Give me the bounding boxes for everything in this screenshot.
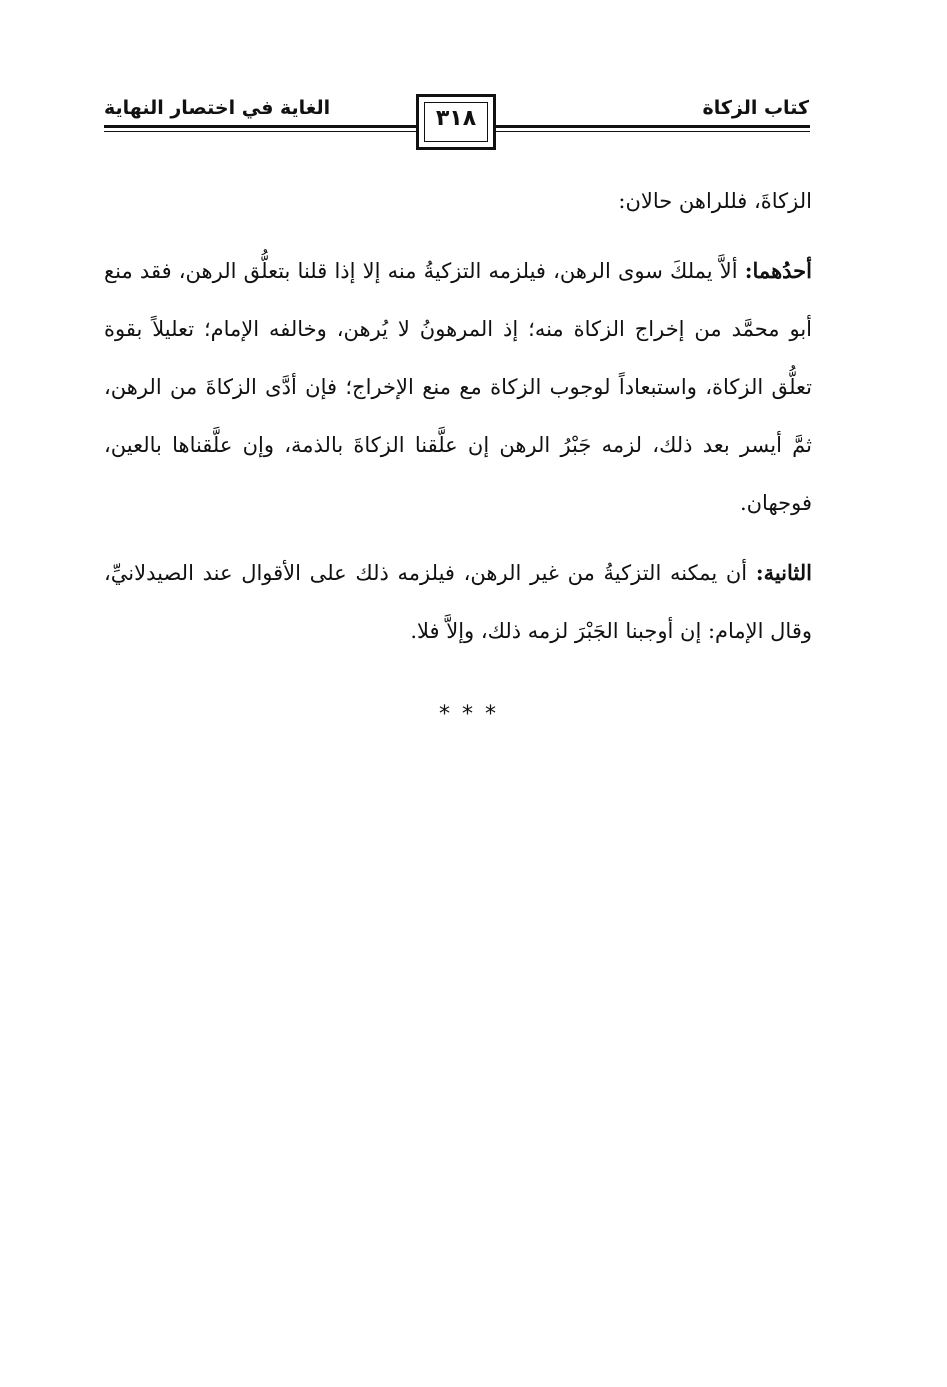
chapter-title: كتاب الزكاة — [702, 97, 809, 119]
book-title: الغاية في اختصار النهاية — [104, 97, 331, 119]
case-two-text: أن يمكنه التزكيةُ من غير الرهن، فيلزمه ذلك على الأقوال عند الصيدلانيِّ، وقال الإمام: إن أوجبنا الجَبْرَ لزمه ذلك، وإلاَّ فلا. — [104, 561, 812, 643]
case-two-term: الثانية: — [755, 560, 812, 585]
case-one-text: ألاَّ يملكَ سوى الرهن، فيلزمه التزكيةُ منه إلا إذا قلنا بتعلُّق الرهن، فقد منع أبو محمَّد من إخراج الزكاة منه؛ إذ المرهونُ لا يُرهن، وخالفه الإمام؛ تعليلاً بقوة تعلُّق الزكاة، واستبعاداً لوجوب الزكاة مع منع الإخراج؛ فإن أدَّى الزكاةَ من الرهن، ثمَّ أيسر بعد ذلك، لزمه جَبْرُ الرهن إن علَّقنا الزكاةَ بالذمة، وإن علَّقناها بالعين، فوجهان. — [104, 259, 812, 515]
page-body — [104, 172, 812, 660]
header-rule-right-thin — [496, 131, 810, 132]
page-number-box — [416, 94, 496, 150]
case-one-paragraph — [104, 242, 812, 532]
case-two-paragraph — [104, 544, 812, 660]
page-number: ٣١٨ — [435, 106, 477, 131]
header-rule-left-thin — [104, 131, 416, 132]
page-header — [0, 0, 947, 170]
header-rule-left-thick — [104, 125, 416, 128]
case-one-term: أحدُهما: — [744, 258, 812, 283]
header-rule-right-thick — [496, 125, 810, 128]
intro-text: الزكاةَ، فللراهن حالان: — [618, 189, 812, 213]
section-separator: *** — [439, 702, 508, 727]
intro-paragraph — [104, 172, 812, 230]
